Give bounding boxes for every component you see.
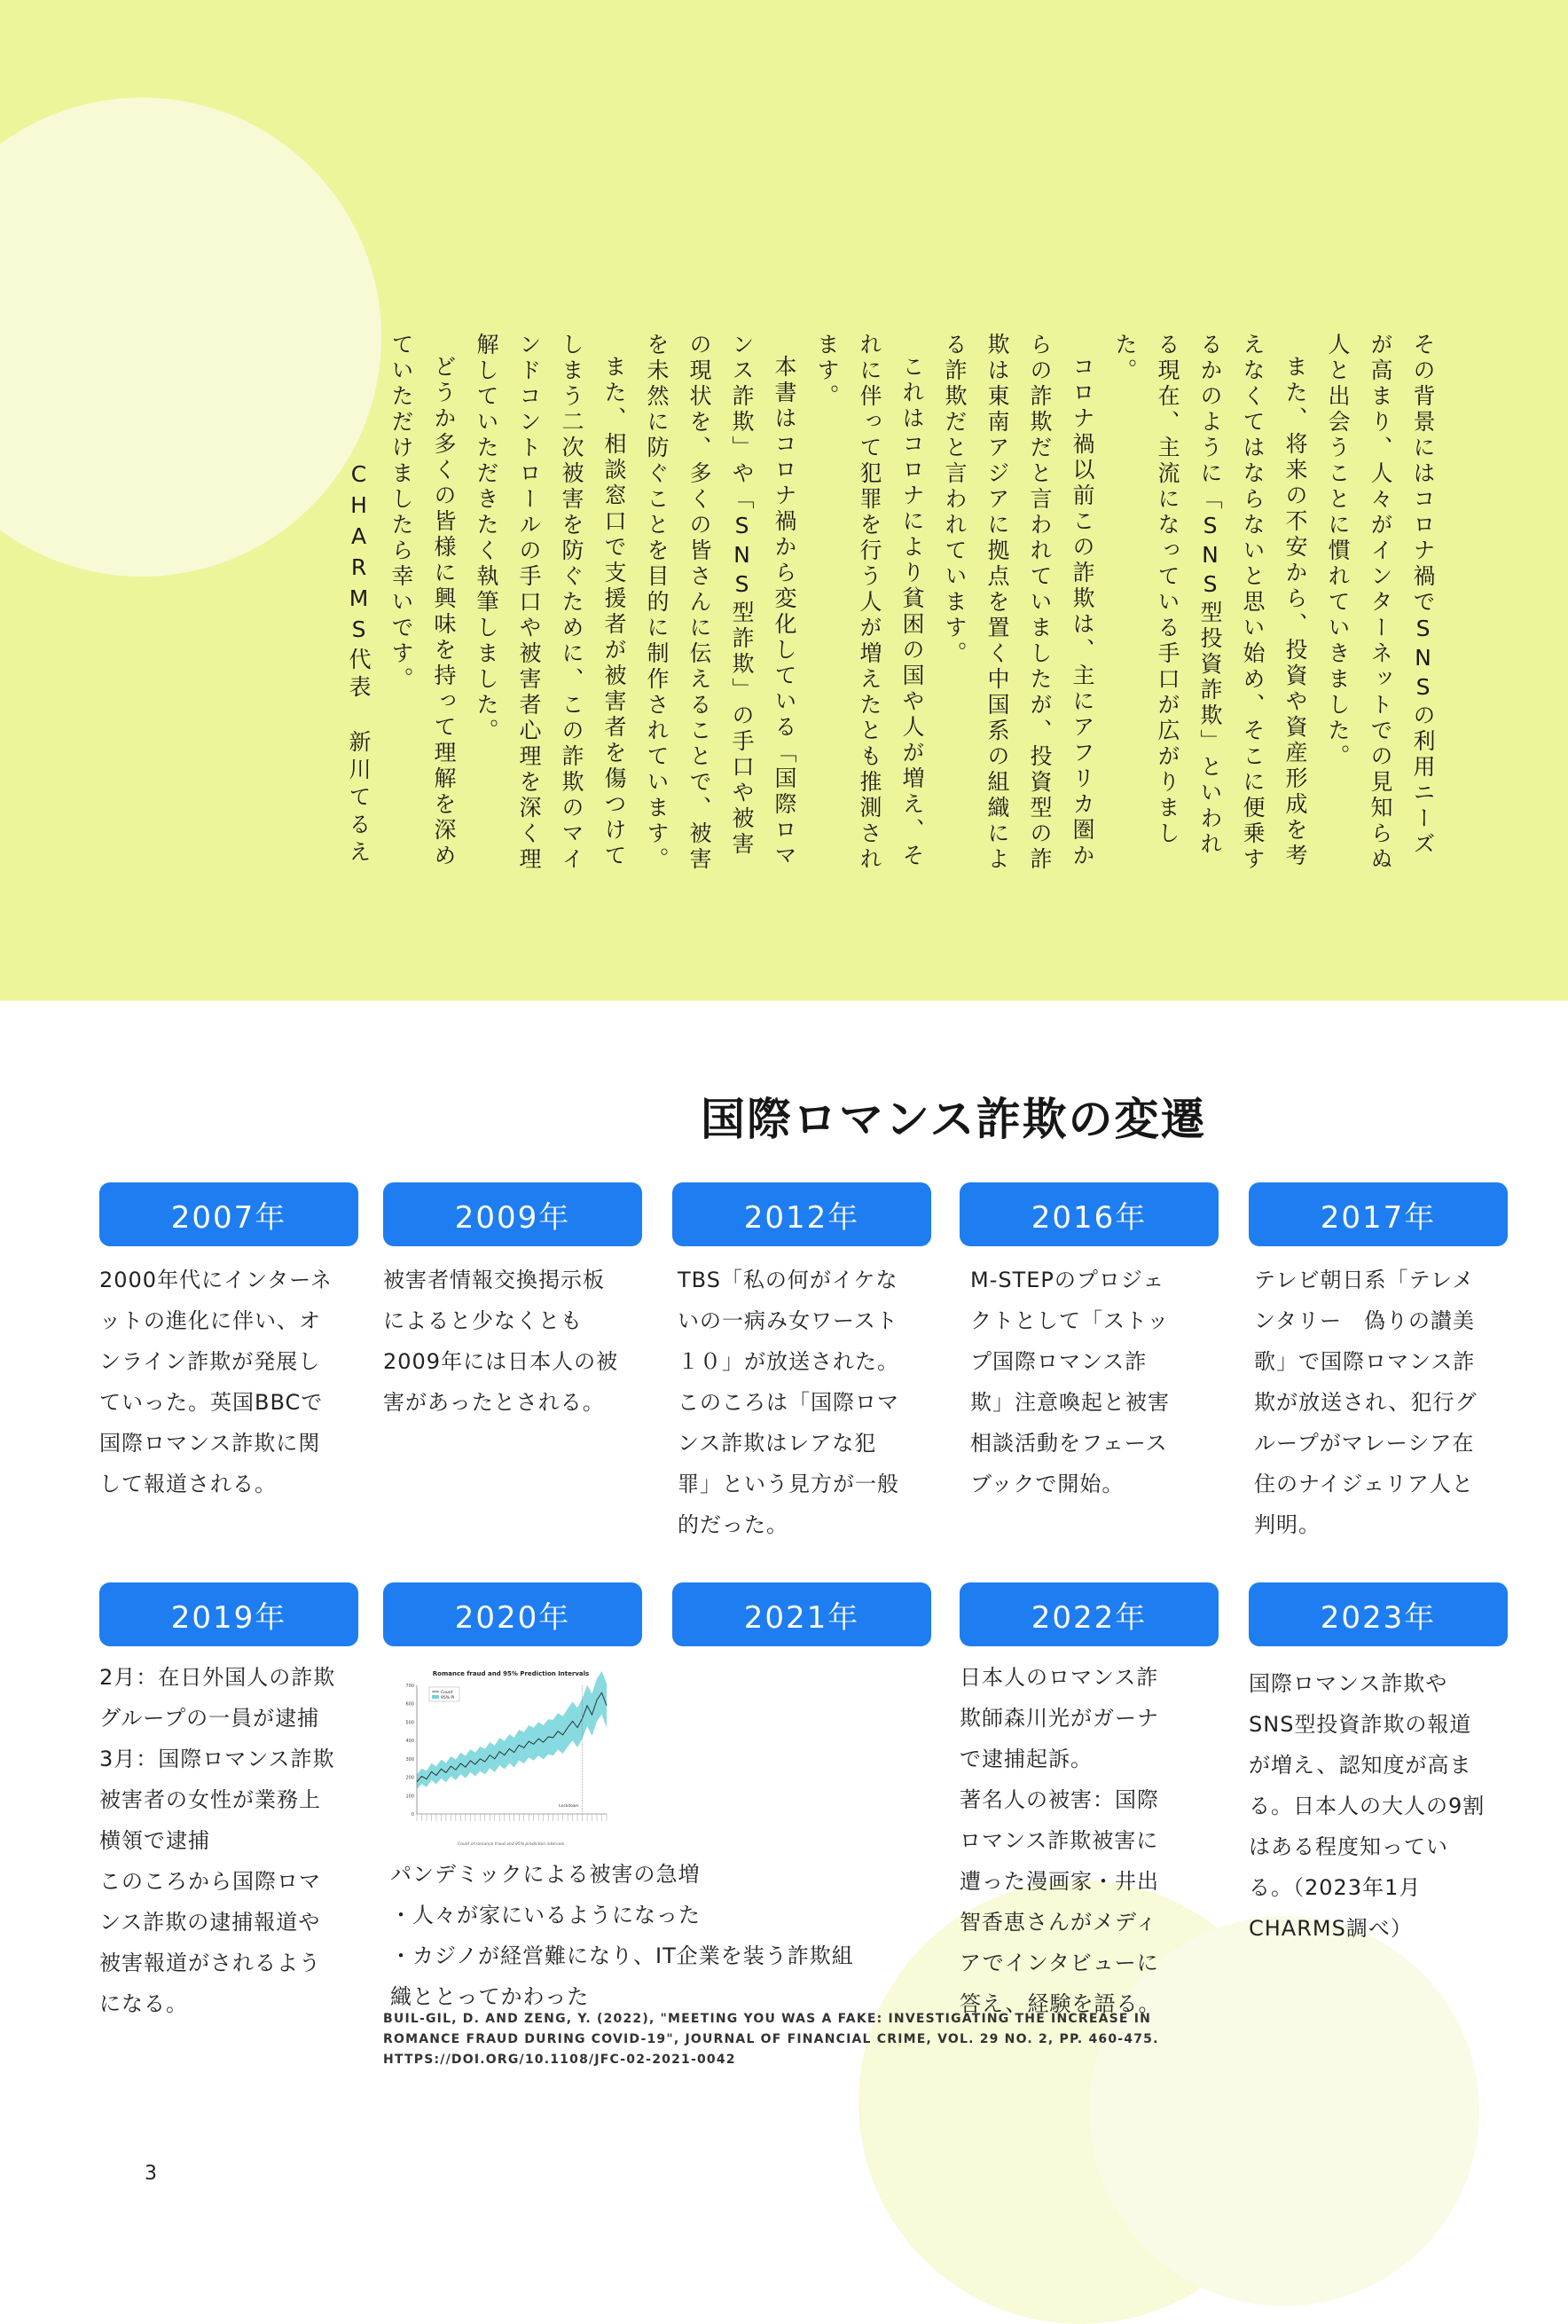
- text-line: テレビ朝日系「テレメ: [1254, 1268, 1475, 1292]
- text-line: このころは「国際ロマ: [678, 1390, 899, 1415]
- text-line: BUIL-GIL, D. AND ZENG, Y. (2022), "MEETING YOU WAS A FAKE: INVESTIGATING THE INCREASE IN: [383, 2012, 1152, 2026]
- text-line: によると少なくとも: [383, 1308, 583, 1333]
- text-line: 著名人の被害：国際: [960, 1787, 1159, 1812]
- intro-paragraph: また、将来の不安から、投資や資産形成を考えなくてはならないと思い始め、そこに便乗するかのように「SNS型投資詐欺」といわれる現在、主流になっている手口が広がりました。: [1112, 333, 1308, 873]
- text-line: ンライン詐欺が発展し: [99, 1349, 321, 1374]
- text-line: クトとして「ストッ: [970, 1308, 1170, 1333]
- y-tick-label: 400: [405, 1739, 414, 1745]
- text-line: 欺が放送され、犯行グ: [1254, 1390, 1478, 1415]
- text-line: M-STEPのプロジェ: [970, 1268, 1165, 1292]
- text-line: 被害者情報交換掲示板: [383, 1268, 605, 1292]
- text-line: になる。: [99, 1991, 188, 2016]
- y-tick-label: 700: [405, 1684, 414, 1689]
- text-line: ンタリー 偽りの讃美: [1254, 1308, 1476, 1333]
- signature: CHARMS代表 新川てるえ: [346, 461, 372, 868]
- text-line: 罪」という見方が一般: [678, 1472, 899, 1496]
- text-line: 欺師森川光がガーナ: [960, 1706, 1159, 1731]
- intro-text: [277, 333, 1444, 883]
- text-line: 智香恵さんがメディ: [960, 1910, 1158, 1935]
- text-line: ンス詐欺の逮捕報道や: [99, 1910, 321, 1935]
- year-badge: 2016年: [960, 1182, 1219, 1246]
- y-tick-label: 600: [405, 1701, 414, 1708]
- page-number: 3: [145, 2163, 157, 2185]
- text-line: 的だった。: [678, 1512, 788, 1537]
- chart-caption: Count of romance fraud and 95% prediction intervals: [457, 1842, 565, 1847]
- text-line: CHARMS調べ）: [1249, 1916, 1413, 1941]
- citation: [383, 2009, 1181, 2070]
- year-badge: 2012年: [672, 1182, 931, 1246]
- text-line: 国際ロマンス詐欺に関: [99, 1431, 321, 1456]
- chart-title: Romance fraud and 95% Prediction Intervals: [432, 1670, 590, 1677]
- intro-paragraph: これはコロナにより貧困の国や人が増え、それに伴って犯罪を行う人が増えたとも推測されます。: [814, 333, 925, 873]
- text-line: 歌」で国際ロマンス詐: [1254, 1349, 1476, 1374]
- text-line: 害があったとされる。: [383, 1390, 605, 1415]
- intro-paragraph: その背景にはコロナ禍でSNSの利用ニーズが高まり、人々がインターネットでの見知らぬ人と出会うことに慣れていきました。: [1325, 333, 1436, 873]
- timeline-entry-2007: [99, 1260, 365, 1504]
- year-badge: 2023年: [1249, 1582, 1508, 1646]
- text-line: いの一病み女ワースト: [678, 1308, 898, 1333]
- text-line: HTTPS://DOI.ORG/10.1108/JFC-02-2021-0042: [383, 2053, 736, 2067]
- intro-paragraph: コロナ禍以前この詐欺は、主にアフリカ圏からの詐欺だと言われていましたが、投資型の詐欺は東南アジアに拠点を置く中国系の組織による詐欺だと言われています。: [942, 333, 1095, 873]
- legend-count-label: Count: [441, 1691, 453, 1695]
- text-line: 住のナイジェリア人と: [1254, 1472, 1474, 1496]
- text-line: 被害者の女性が業務上: [99, 1787, 321, 1812]
- text-line: 遭った漫画家・井出: [960, 1869, 1159, 1894]
- intro-paragraph: どうか多くの皆様に興味を持って理解を深めていただけましたら幸いです。: [388, 333, 457, 869]
- text-line: 被害報道がされるよう: [99, 1951, 321, 1975]
- text-line: で逮捕起訴。: [960, 1747, 1093, 1771]
- intro-paragraph: また、相談窓口で支援者が被害者を傷つけてしまう二次被害を防ぐために、この詐欺のマインドコントロールの手口や被害者心理を深く理解していただきたく執筆しました。: [474, 333, 627, 873]
- top-band: [0, 0, 1568, 1001]
- text-line: 国際ロマンス詐欺や: [1249, 1671, 1448, 1696]
- text-line: が増え、認知度が高ま: [1249, 1753, 1472, 1778]
- timeline-title: 国際ロマンス詐欺の変遷: [701, 1094, 1207, 1145]
- timeline-entry-2020: [390, 1854, 958, 2017]
- text-line: ットの進化に伴い、オ: [99, 1308, 321, 1333]
- timeline-entry-2022: [960, 1657, 1226, 2024]
- text-line: パンデミックによる被害の急増: [390, 1862, 701, 1887]
- text-line: TBS「私の何がイケな: [678, 1268, 898, 1292]
- text-line: ・人々が家にいるようになった: [390, 1903, 701, 1928]
- text-line: して報道される。: [99, 1472, 277, 1496]
- text-line: 欺」注意喚起と被害: [970, 1390, 1170, 1415]
- text-line: はある程度知ってい: [1249, 1834, 1448, 1859]
- year-badge: 2007年: [99, 1182, 358, 1246]
- text-line: 日本人のロマンス詐: [960, 1665, 1159, 1690]
- legend-band-swatch: [432, 1695, 439, 1699]
- timeline-entry-2016: [970, 1260, 1236, 1504]
- text-line: る。（2023年1月: [1249, 1875, 1422, 1900]
- legend-band-label: 95% PI: [441, 1696, 455, 1700]
- year-badge: 2009年: [383, 1182, 642, 1246]
- text-line: ていった。英国BBCで: [99, 1390, 324, 1415]
- y-tick-label: 500: [405, 1720, 414, 1726]
- year-badge: 2021年: [672, 1582, 931, 1646]
- y-tick-label: 0: [411, 1812, 414, 1818]
- timeline-entry-2019: [99, 1657, 365, 2024]
- text-line: このころから国際ロマ: [99, 1869, 321, 1894]
- text-line: アでインタビューに: [960, 1951, 1159, 1975]
- romance-fraud-chart: [397, 1668, 623, 1854]
- text-line: 織ととってかわった: [390, 1984, 590, 2009]
- text-line: 横領で逮捕: [99, 1828, 210, 1853]
- text-line: ROMANCE FRAUD DURING COVID-19", JOURNAL OF FINANCIAL CRIME, VOL. 29 NO. 2, PP. 460-475.: [383, 2032, 1159, 2046]
- timeline-entry-2023: [1249, 1663, 1515, 1949]
- text-line: 2000年代にインターネ: [99, 1268, 333, 1292]
- intro-paragraph: 本書はコロナ禍から変化している「国際ロマンス詐欺」や「SNS型詐欺」の手口や被害の現状を、多くの皆さんに伝えることで、被害を未然に防ぐことを目的に制作されています。: [644, 333, 797, 873]
- text-line: 答え、経験を語る。: [960, 1991, 1161, 2016]
- lockdown-label: Lockdown: [559, 1804, 579, 1809]
- timeline-entry-2009: [383, 1260, 649, 1423]
- text-line: 3月：国際ロマンス詐欺: [99, 1747, 335, 1771]
- y-tick-label: 100: [405, 1794, 414, 1800]
- text-line: 2009年には日本人の被: [383, 1349, 619, 1374]
- text-line: ・カジノが経営難になり、IT企業を装う詐欺組: [390, 1943, 854, 1968]
- text-line: ループがマレーシア在: [1254, 1431, 1475, 1456]
- text-line: 2月：在日外国人の詐欺: [99, 1665, 336, 1690]
- y-tick-label: 300: [405, 1756, 414, 1763]
- year-badge: 2020年: [383, 1582, 642, 1646]
- text-line: る。日本人の大人の9割: [1249, 1794, 1486, 1818]
- text-line: プ国際ロマンス詐: [970, 1349, 1148, 1374]
- text-line: １０」が放送された。: [678, 1349, 899, 1374]
- year-badge: 2019年: [99, 1582, 358, 1646]
- text-line: ロマンス詐欺被害に: [960, 1828, 1159, 1853]
- text-line: 相談活動をフェース: [970, 1431, 1168, 1456]
- year-badge: 2022年: [960, 1582, 1219, 1646]
- text-line: ンス詐欺はレアな犯: [678, 1431, 877, 1456]
- text-line: グループの一員が逮捕: [99, 1706, 320, 1731]
- timeline-entry-2017: [1254, 1260, 1520, 1545]
- year-badge: 2017年: [1249, 1182, 1508, 1246]
- text-line: ブックで開始。: [970, 1472, 1125, 1496]
- text-line: 判明。: [1254, 1512, 1321, 1537]
- y-tick-label: 200: [405, 1775, 414, 1781]
- chart-svg: [397, 1668, 623, 1854]
- timeline-entry-2012: [678, 1260, 944, 1545]
- text-line: SNS型投資詐欺の報道: [1249, 1712, 1472, 1737]
